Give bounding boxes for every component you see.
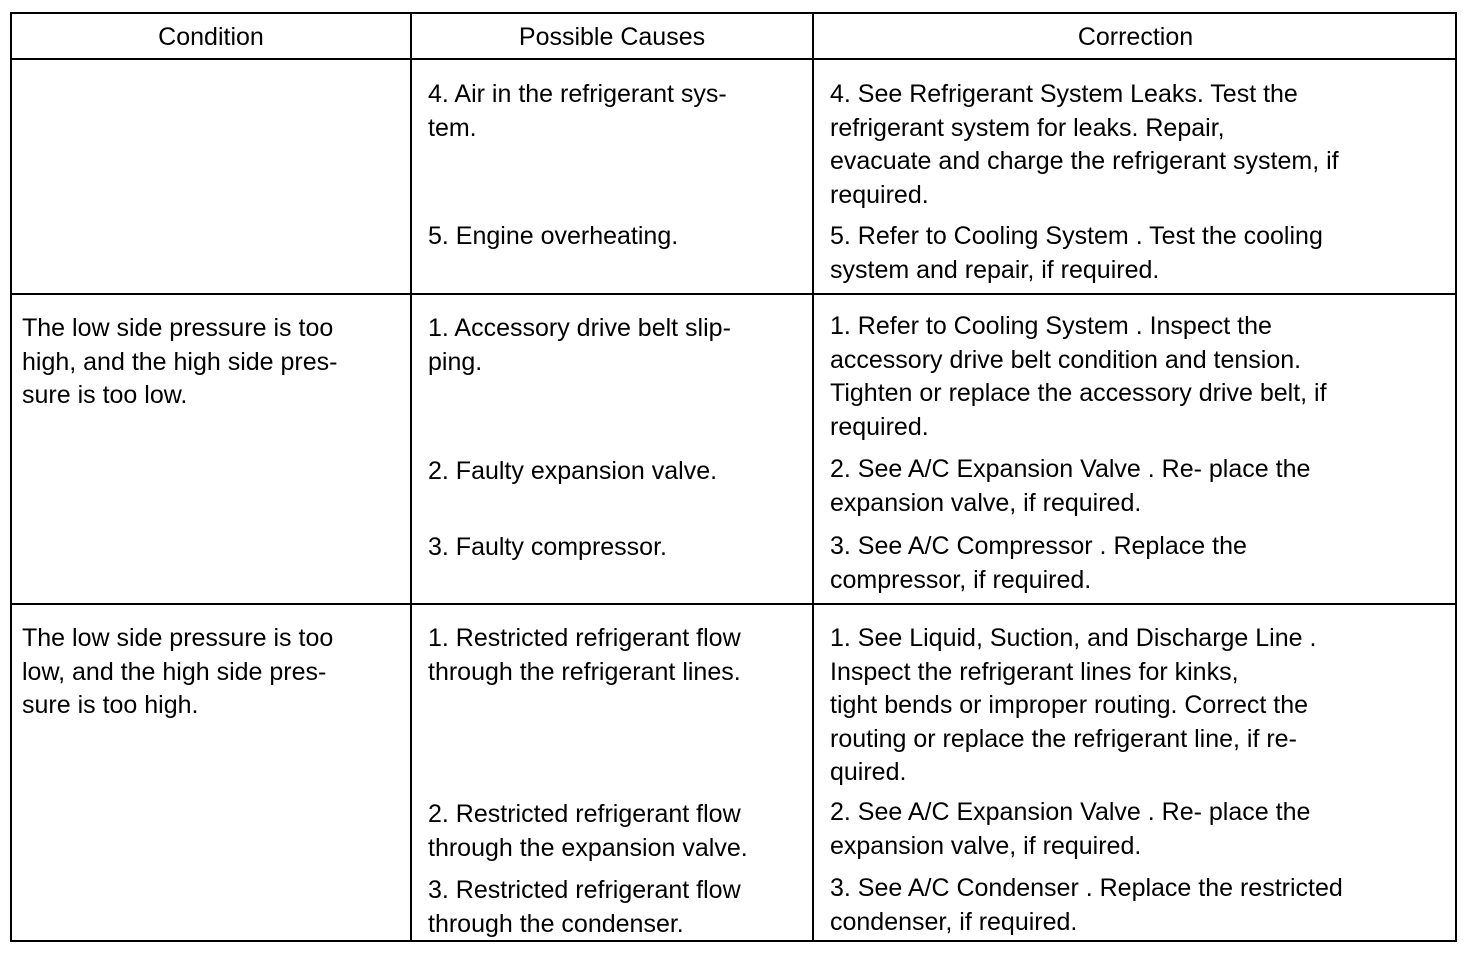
cause-cell: 3. Faulty compressor. [428, 533, 667, 561]
condition-cell: The low side pressure is too low, and the high side pres- sure is too high. [22, 624, 334, 719]
header-condition: Condition [158, 23, 264, 51]
row-divider [12, 603, 1455, 605]
cause-cell: 1. Accessory drive belt slip- ping. [428, 314, 731, 376]
correction-cell: 2. See A/C Expansion Valve . Re- place the expansion valve, if required. [830, 455, 1311, 517]
correction-cell: 3. See A/C Condenser . Replace the restricted condenser, if required. [830, 874, 1343, 936]
cause-cell: 4. Air in the refrigerant sys- tem. [428, 80, 727, 142]
row-divider [12, 293, 1455, 295]
cause-cell: 5. Engine overheating. [428, 222, 679, 250]
header-correction: Correction [1077, 23, 1194, 51]
column-divider [410, 14, 412, 940]
condition-cell: The low side pressure is too high, and the high side pres- sure is too low. [22, 314, 338, 409]
correction-cell: 4. See Refrigerant System Leaks. Test the refrigerant system for leaks. Repair, evacuate and charge the refrigerant system, if required. [830, 80, 1339, 209]
correction-cell: 5. Refer to Cooling System . Test the cooling system and repair, if required. [830, 222, 1323, 284]
correction-cell: 1. Refer to Cooling System . Inspect the accessory drive belt condition and tension. Tighten or replace the accessory drive belt, if required. [830, 312, 1327, 441]
column-divider [812, 14, 814, 940]
correction-cell: 1. See Liquid, Suction, and Discharge Line . Inspect the refrigerant lines for kinks, tight bends or improper routing. Correct the routing or replace the refrigerant line, if re- quired. [830, 624, 1317, 786]
correction-cell: 2. See A/C Expansion Valve . Re- place the expansion valve, if required. [830, 798, 1311, 860]
correction-cell: 3. See A/C Compressor . Replace the compressor, if required. [830, 532, 1247, 594]
cause-cell: 2. Faulty expansion valve. [428, 457, 718, 485]
header-possible-causes: Possible Causes [518, 23, 706, 51]
cause-cell: 2. Restricted refrigerant flow through the expansion valve. [428, 800, 748, 862]
cause-cell: 3. Restricted refrigerant flow through the condenser. [428, 876, 741, 938]
cause-cell: 1. Restricted refrigerant flow through the refrigerant lines. [428, 624, 741, 686]
diagnosis-table [10, 12, 1457, 942]
